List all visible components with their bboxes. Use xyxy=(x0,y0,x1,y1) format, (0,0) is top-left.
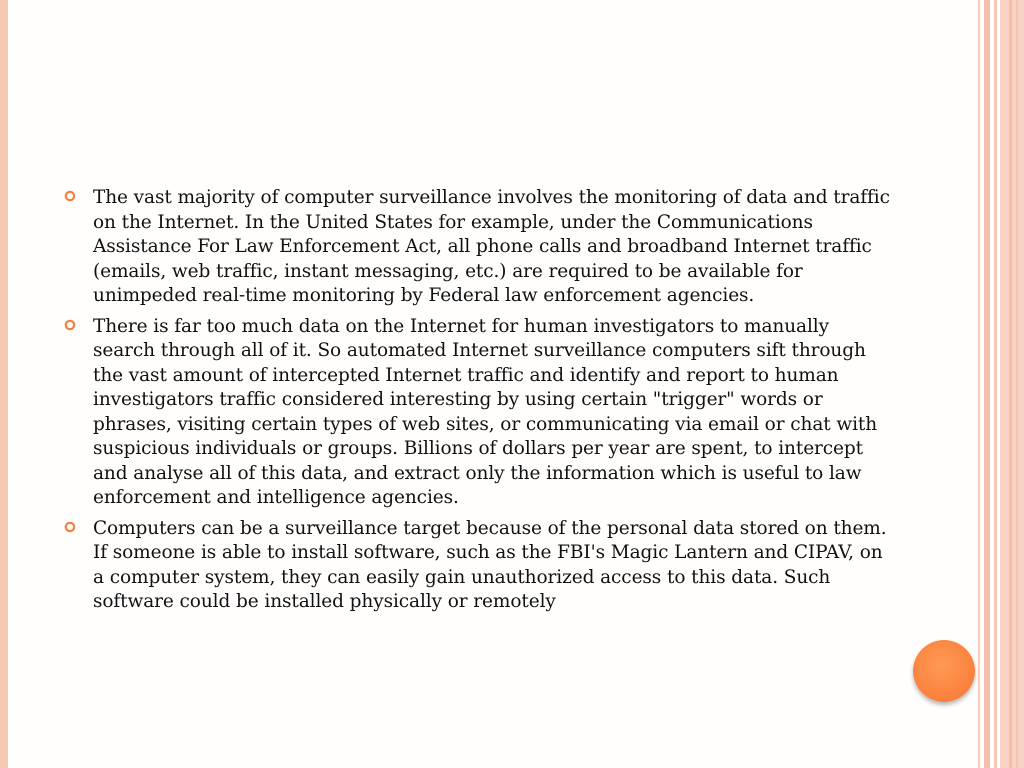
bullet-item xyxy=(60,186,890,309)
right-border-stripe xyxy=(984,0,990,768)
decorative-orange-circle xyxy=(913,640,975,702)
left-border-stripe xyxy=(0,0,8,768)
bullet-item xyxy=(60,517,890,615)
right-border-stripe xyxy=(994,0,997,768)
bullet-text: Computers can be a surveillance target because of the personal data stored on them. If someone is able to install software, such as the FBI's Magic Lantern and CIPAV, on a computer system, they can easily gain unauthorized access to this data. Such software could be installed physically or remotely xyxy=(93,517,887,612)
bullet-text: There is far too much data on the Internet for human investigators to manually search through all of it. So automated Internet surveillance computers sift through the vast amount of intercepted Internet traffic and identify and report to human investigators traffic considered interesting by using certain "trigger" words or phrases, visiting certain types of web sites, or communicating via email or chat with suspicious individuals or groups. Billions of dollars per year are spent, to intercept and analyse all of this data, and extract only the information which is useful to law enforcement and intelligence agencies. xyxy=(93,315,878,508)
circle-outline-icon xyxy=(64,319,76,331)
circle-outline-icon xyxy=(64,521,76,533)
right-border-stripe xyxy=(1009,0,1012,768)
slide-body xyxy=(60,186,890,621)
circle-outline-icon xyxy=(64,190,76,202)
bullet-item xyxy=(60,315,890,511)
right-border-stripe xyxy=(978,0,980,768)
bullet-text: The vast majority of computer surveillance involves the monitoring of data and traffic on the Internet. In the United States for example, under the Communications Assistance For Law Enforcement Act, all phone calls and broadband Internet traffic (emails, web traffic, instant messaging, etc.) are required to be available for unimpeded real-time monitoring by Federal law enforcement agencies. xyxy=(93,187,890,306)
right-border-stripe xyxy=(1000,0,1024,768)
right-border-stripe xyxy=(1016,0,1018,768)
